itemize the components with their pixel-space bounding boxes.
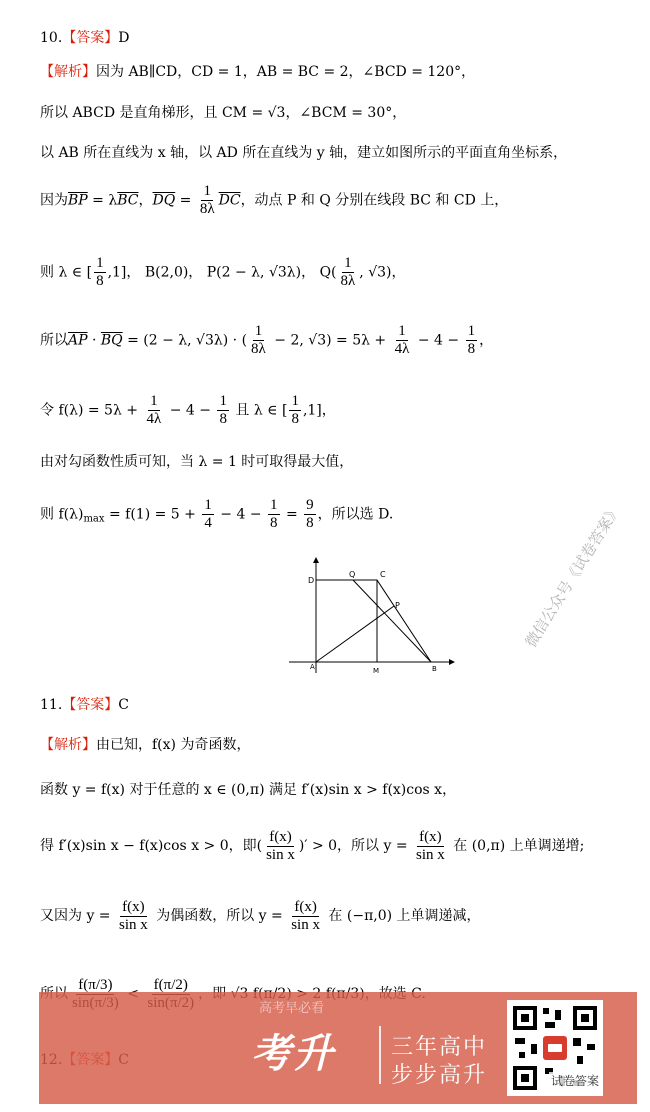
frac-den: sin x bbox=[119, 916, 148, 933]
q10-text-line3: 以 AB 所在直线为 x 轴，以 AD 所在直线为 y 轴，建立如图所示的平面直角坐标系， bbox=[40, 145, 568, 161]
vector-dq: $\overline{DQ}$ bbox=[152, 192, 176, 209]
frac-num: 1 bbox=[270, 497, 278, 513]
frac-den: 8 bbox=[219, 411, 227, 427]
frac-num: f(π/3) bbox=[78, 976, 113, 993]
q11-answer-line bbox=[40, 695, 129, 715]
fraction bbox=[249, 323, 268, 358]
slogan-line1: 三年高中 bbox=[391, 1035, 488, 1060]
frac-num: f(x) bbox=[294, 898, 317, 915]
q10-l5-prefix: 则 λ ∈ [ bbox=[40, 264, 93, 281]
q10-l4-prefix: 因为 bbox=[40, 192, 68, 209]
q10-answer-value: D bbox=[118, 30, 130, 46]
segment-bq bbox=[353, 580, 431, 662]
label-q: Q bbox=[349, 570, 356, 579]
fraction bbox=[94, 255, 106, 290]
q10-answer-label: 【答案】 bbox=[62, 30, 119, 46]
frac-den: sin x bbox=[416, 846, 445, 863]
q10-l4-sep: ， bbox=[138, 192, 153, 209]
q10-answer-line bbox=[40, 28, 130, 48]
vector-bc: $\overline{BC}$ bbox=[117, 192, 139, 209]
q10-l7-mid: − 4 − bbox=[165, 402, 216, 419]
frac-den: 8λ bbox=[251, 341, 266, 357]
q10-l6-mid3: − 4 − bbox=[413, 332, 464, 349]
frac-num: f(x) bbox=[269, 828, 292, 845]
q10-text-line5 bbox=[40, 255, 406, 290]
frac-num: 1 bbox=[96, 255, 104, 271]
q11-text-line4 bbox=[40, 896, 481, 936]
q11-answer-value: C bbox=[118, 697, 129, 713]
fraction bbox=[202, 497, 214, 532]
fraction bbox=[268, 497, 280, 532]
frac-num: 1 bbox=[219, 393, 227, 409]
frac-den: 8 bbox=[96, 273, 104, 289]
frac-num: 1 bbox=[204, 497, 212, 513]
q11-number: 11. bbox=[40, 697, 63, 713]
q10-l5-mid: ,1]， B(2,0)， P(2 − λ, √3λ)， Q( bbox=[107, 264, 337, 281]
q11-l3-suffix: 在 (0,π) 上单调递增; bbox=[448, 838, 585, 854]
q10-text-line7 bbox=[40, 393, 336, 428]
q10-text-line9 bbox=[40, 497, 393, 537]
fraction bbox=[466, 323, 478, 358]
q10-l6-mid: = (2 − λ, √3λ) · ( bbox=[122, 332, 248, 349]
q10-text-line1: 因为 AB∥CD，CD = 1，AB = BC = 2，∠BCD = 120°， bbox=[96, 64, 476, 80]
q11-l4-suffix: 在 (−π,0) 上单调递减， bbox=[323, 908, 481, 924]
frac-den: 8λ bbox=[199, 201, 215, 217]
frac-den: 8 bbox=[270, 515, 278, 531]
q11-text-line1: 由已知，f(x) 为奇函数， bbox=[96, 737, 251, 753]
q10-l7-mid2: 且 λ ∈ [ bbox=[230, 402, 288, 419]
q10-l4-suffix: ，动点 P 和 Q 分别在线段 BC 和 CD 上， bbox=[240, 192, 509, 209]
q10-l9-mid2: − 4 − bbox=[215, 506, 267, 523]
fraction bbox=[264, 829, 297, 864]
frac-den: 8λ bbox=[340, 273, 356, 289]
q11-l4-prefix: 又因为 y = bbox=[40, 908, 115, 924]
frac-den: 8 bbox=[306, 515, 314, 531]
fraction bbox=[117, 899, 150, 934]
frac-num: f(x) bbox=[122, 898, 145, 915]
label-m: M bbox=[373, 667, 380, 675]
promo-banner bbox=[39, 992, 637, 1104]
banner-faint-text: 高考早必看 bbox=[259, 1001, 325, 1016]
label-p: P bbox=[395, 601, 400, 610]
q11-analysis-line1 bbox=[40, 735, 250, 755]
frac-num: f(π/2) bbox=[153, 976, 188, 993]
fraction bbox=[289, 393, 301, 428]
vector-bp: $\overline{BP}$ bbox=[68, 192, 88, 209]
q11-text-line3 bbox=[40, 826, 584, 866]
frac-den: 8 bbox=[467, 341, 476, 357]
frac-num: 1 bbox=[291, 393, 299, 409]
q10-number: 10. bbox=[40, 30, 63, 46]
subscript-max: max bbox=[83, 513, 105, 525]
frac-den: 4λ bbox=[146, 411, 162, 427]
dot-operator: · bbox=[87, 332, 101, 349]
frac-num: 9 bbox=[306, 497, 314, 513]
q10-l7-prefix: 令 f(λ) = 5λ + bbox=[40, 402, 143, 419]
banner-divider bbox=[379, 1026, 381, 1084]
frac-den: 4λ bbox=[394, 341, 410, 357]
brand-logo: 考升 bbox=[251, 1031, 335, 1077]
fraction bbox=[144, 393, 163, 428]
q10-analysis-label: 【解析】 bbox=[40, 64, 96, 80]
q11-l3-prefix: 得 f′(x)sin x − f(x)cos x > 0，即( bbox=[40, 838, 263, 854]
segment-ap bbox=[316, 606, 394, 662]
q10-l9-suffix: ，所以选 D. bbox=[317, 506, 394, 523]
frac-den: 8 bbox=[291, 411, 299, 427]
frac-num: 1 bbox=[254, 323, 263, 339]
watermark-text: 微信公众号《试卷答案》 bbox=[521, 501, 625, 651]
fraction bbox=[304, 497, 316, 532]
label-c: C bbox=[380, 570, 386, 579]
fraction bbox=[414, 829, 447, 864]
q10-analysis-line1 bbox=[40, 62, 475, 82]
q11-answer-label: 【答案】 bbox=[62, 697, 119, 713]
q11-analysis-label: 【解析】 bbox=[40, 737, 96, 753]
fraction bbox=[289, 899, 322, 934]
frac-num: 1 bbox=[467, 323, 476, 339]
vector-ap: $\overline{AP}$ bbox=[68, 332, 88, 349]
fraction bbox=[339, 255, 358, 290]
frac-num: 1 bbox=[398, 323, 406, 339]
q10-text-line6 bbox=[40, 323, 493, 358]
fraction-1-over-8lambda bbox=[198, 183, 217, 218]
q10-l9-mid3: = bbox=[281, 506, 303, 523]
q10-l6-suffix: ， bbox=[479, 332, 494, 349]
q10-l9-mid: = f(1) = 5 + bbox=[104, 506, 201, 523]
q10-text-line8: 由对勾函数性质可知，当 λ = 1 时可取得最大值， bbox=[40, 454, 354, 470]
q10-l5-suffix: , √3)， bbox=[359, 264, 406, 281]
slogan-line2: 步步高升 bbox=[391, 1063, 488, 1088]
q11-l3-mid: )′ > 0，所以 y = bbox=[298, 838, 413, 854]
trapezoid-diagram bbox=[284, 555, 459, 677]
fraction bbox=[393, 323, 412, 358]
fraction bbox=[217, 393, 229, 428]
frac-den: sin x bbox=[266, 846, 295, 863]
q11-text-line2: 函数 y = f(x) 对于任意的 x ∈ (0,π) 满足 f′(x)sin x > f(x)cos x， bbox=[40, 782, 457, 798]
label-b: B bbox=[432, 665, 437, 673]
vector-bq: $\overline{BQ}$ bbox=[100, 332, 123, 349]
q10-l9-prefix: 则 f(λ) bbox=[40, 506, 84, 523]
frac-num: 1 bbox=[344, 255, 352, 271]
frac-num: f(x) bbox=[419, 828, 442, 845]
frac-num: 1 bbox=[203, 183, 211, 199]
vector-dc: $\overline{DC}$ bbox=[218, 192, 241, 209]
q10-l6-mid2: − 2, √3) = 5λ + bbox=[269, 332, 391, 349]
frac-num: 1 bbox=[150, 393, 158, 409]
q10-text-line2: 所以 ABCD 是直角梯形，且 CM = √3，∠BCM = 30°， bbox=[40, 105, 407, 121]
frac-den: sin x bbox=[291, 916, 320, 933]
label-d: D bbox=[308, 576, 315, 585]
qr-label: 试卷答案 bbox=[551, 1074, 600, 1088]
q10-text-line4 bbox=[40, 183, 508, 218]
q10-l6-prefix: 所以 bbox=[40, 332, 68, 349]
frac-den: 4 bbox=[204, 515, 212, 531]
q10-l7-suffix: ,1]， bbox=[302, 402, 336, 419]
q10-l4-eq: = λ bbox=[87, 192, 118, 209]
q10-l4-eq2: = bbox=[175, 192, 196, 209]
label-a: A bbox=[310, 663, 315, 671]
q11-l4-mid: 为偶函数，所以 y = bbox=[151, 908, 288, 924]
